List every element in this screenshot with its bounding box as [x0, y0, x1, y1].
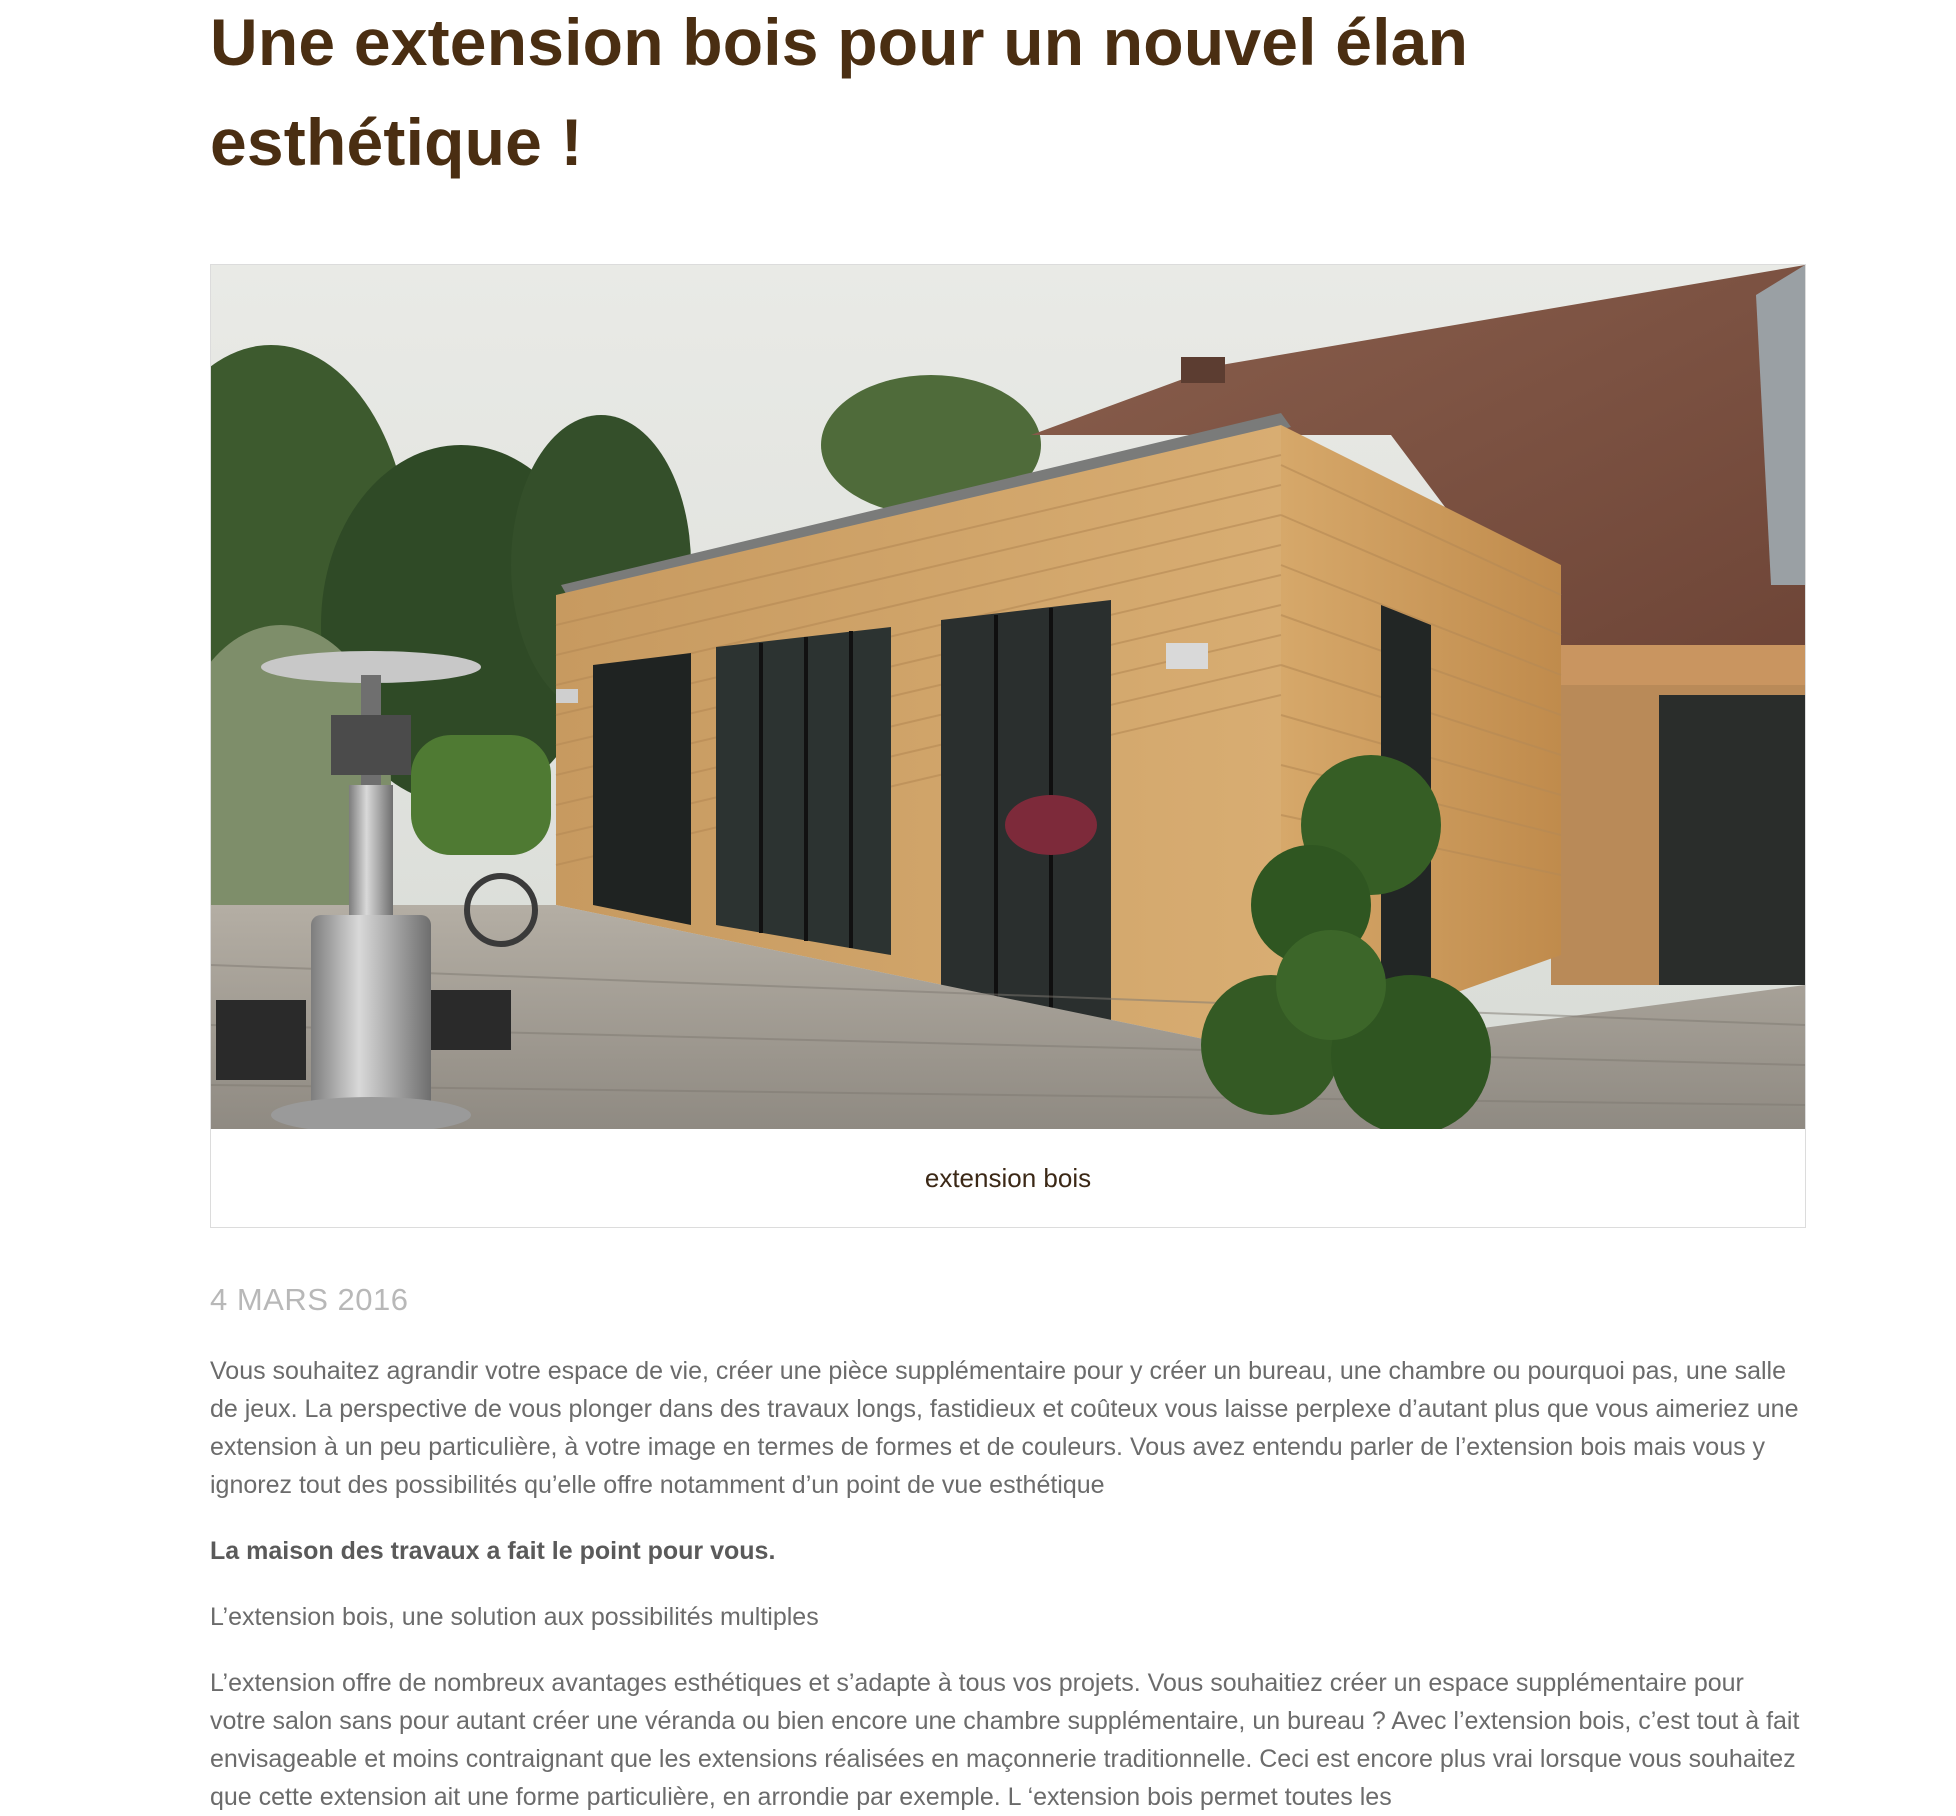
lead-bold-paragraph: La maison des travaux a fait le point pour vous.: [210, 1537, 776, 1565]
extension-photo: [211, 265, 1805, 1129]
publish-date: 4 MARS 2016: [210, 1282, 409, 1317]
article-figure: [210, 264, 1806, 1228]
figure-caption: extension bois: [211, 1129, 1805, 1227]
article-title: Une extension bois pour un nouvel élan esthétique !: [210, 5, 1469, 179]
section-subheading: L’extension bois, une solution aux possibilités multiples: [210, 1603, 819, 1631]
extension-photo-illustration: [211, 265, 1805, 1129]
intro-paragraph: Vous souhaitez agrandir votre espace de vie, créer une pièce supplémentaire pour y créer un bureau, une chambre ou pourquoi pas, une salle de jeux. La perspective de vous plonger dans des travaux longs, fastidieux et coûteux vous laisse perplexe d’autant plus que vous aimeriez une extension à un peu particulière, à votre image en termes de formes et de couleurs. Vous avez entendu parler de l’extension bois mais vous y ignorez tout des possibilités qu’elle offre notamment d’un point de vue esthétique: [210, 1357, 1799, 1499]
article: [210, 0, 1806, 1816]
body-paragraph: L’extension offre de nombreux avantages esthétiques et s’adapte à tous vos projets. Vous souhaitiez créer un espace supplémentaire pour votre salon sans pour autant créer une véranda ou bien encore une chambre supplémentaire, un bureau ? Avec l’extension bois, c’est tout à fait envisageable et moins contraignant que les extensions réalisées en maçonnerie traditionnelle. Ceci est encore plus vrai lorsque vous souhaitez que cette extension ait une forme particulière, en arrondie par exemple. L ‘extension bois permet toutes les: [210, 1669, 1800, 1811]
